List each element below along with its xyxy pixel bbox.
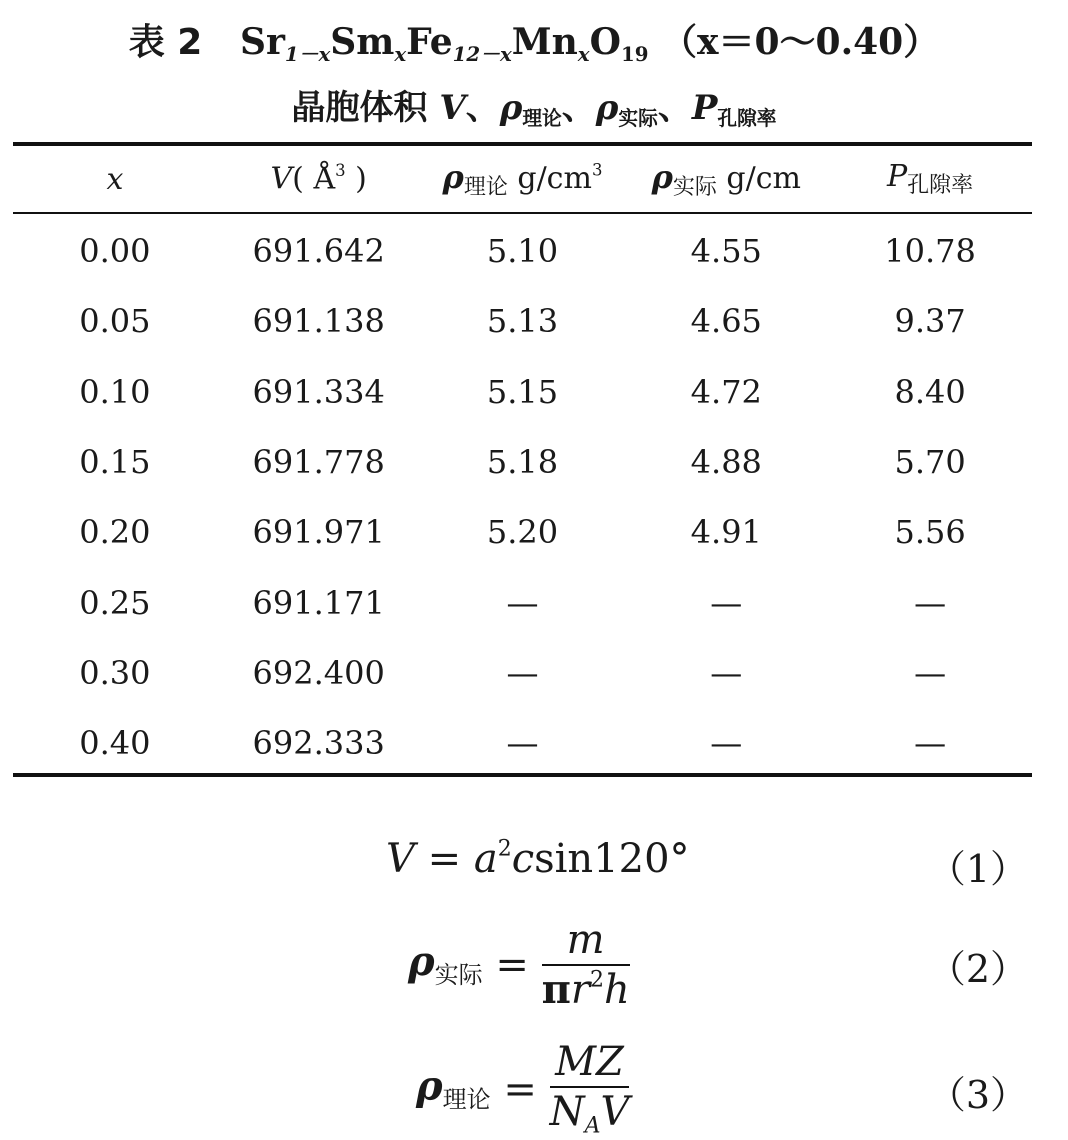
eq1-a: a [473, 836, 498, 882]
cell-x: 0.20 [79, 513, 151, 552]
cell-v: 691.778 [252, 443, 385, 482]
table-label: 表 2 [128, 22, 203, 63]
equation-2 [408, 918, 630, 1012]
eq3-numerator: MZ [550, 1040, 630, 1088]
equation-1-number: （1） [927, 847, 1028, 891]
cell-x: 0.40 [79, 724, 151, 763]
cell-v: 691.334 [252, 372, 385, 411]
cell-rho-theory: — [506, 583, 539, 622]
cell-v: 692.333 [252, 724, 385, 763]
cell-rho-theory: 5.15 [486, 372, 559, 411]
formula-mn: Mn [511, 21, 578, 63]
equation-3 [416, 1040, 629, 1139]
eq1-equals: = [427, 836, 462, 882]
table-row [13, 567, 1032, 637]
cell-v: 691.171 [252, 583, 385, 622]
compound-formula [239, 21, 661, 66]
cell-porosity: 8.40 [894, 372, 966, 411]
table-row [13, 286, 1032, 356]
cell-rho-actual: 4.88 [690, 443, 762, 482]
cell-x: 0.10 [79, 372, 151, 411]
formula-fe-sub: 12－x [452, 41, 512, 66]
caption-v: V [439, 88, 466, 128]
cell-x: 0.25 [79, 583, 151, 622]
eq3-denominator: $N_AV$ [549, 1089, 630, 1139]
table-row [13, 212, 1032, 286]
header-rho-theory: $\rho_{理论}$ $g/cm^3$ [442, 157, 603, 200]
eq2-denominator: $\pi r^2h$ [541, 966, 630, 1013]
cell-v: 691.642 [252, 232, 385, 271]
cell-rho-theory: — [506, 653, 539, 692]
header-volume: V( $Å^3$ ) [270, 161, 367, 197]
cell-porosity: 9.37 [894, 302, 966, 341]
cell-rho-theory: 5.13 [486, 302, 559, 341]
header-rho-actual: $\rho_{实际}$ g/cm [651, 157, 801, 200]
cell-porosity: 10.78 [884, 232, 976, 271]
data-table [13, 146, 1032, 778]
header-row [13, 146, 1032, 212]
cell-x: 0.30 [79, 653, 151, 692]
cell-rho-theory: 5.10 [486, 232, 559, 271]
formula-sm-sub: x [394, 41, 407, 66]
eq2-sub: 实际 [434, 961, 483, 989]
cell-v: 691.138 [252, 302, 385, 341]
cell-x: 0.00 [79, 232, 151, 271]
table-caption-line-2 [0, 80, 1068, 131]
caption-theory-sub: 理论 [522, 106, 562, 130]
equation-2-number: （2） [927, 947, 1028, 991]
eq2-equals: = [495, 942, 529, 988]
eq3-sub: 理论 [442, 1085, 491, 1114]
formula-mn-sub: x [577, 41, 590, 66]
formula-sm: Sm [330, 21, 395, 63]
caption-prefix: 晶胞体积 [291, 88, 428, 128]
eq2-fraction [542, 918, 630, 1012]
caption-sep-2: 、 [561, 88, 596, 128]
caption-porosity-sub: 孔隙率 [717, 106, 777, 130]
cell-porosity: — [914, 653, 947, 692]
table-row [13, 357, 1032, 427]
caption-sep-3: 、 [657, 88, 692, 128]
equation-3-number: （3） [927, 1073, 1028, 1117]
caption-p: P [691, 88, 718, 128]
cell-porosity: 5.70 [894, 443, 966, 482]
cell-v: 691.971 [252, 513, 385, 552]
equation-1 [386, 836, 690, 882]
cell-rho-actual: 4.72 [690, 372, 762, 411]
header-porosity: $P_{孔隙率}$ [886, 159, 974, 198]
table-row [13, 708, 1032, 778]
formula-o-sub: 19 [620, 41, 649, 66]
eq3-fraction [550, 1040, 630, 1139]
cell-rho-actual: — [710, 653, 743, 692]
eq3-rho: ρ [416, 1062, 443, 1110]
cell-v: 692.400 [252, 653, 385, 692]
cell-porosity: — [914, 724, 947, 763]
formula-sr: Sr [239, 21, 285, 63]
table-row [13, 638, 1032, 708]
cell-rho-actual: — [710, 583, 743, 622]
caption-rho-theory: ρ [499, 88, 523, 128]
caption-rho-actual: ρ [595, 88, 619, 128]
cell-porosity: 5.56 [894, 513, 966, 552]
table-row [13, 427, 1032, 497]
cell-rho-actual: 4.91 [690, 513, 762, 552]
cell-rho-theory: 5.18 [486, 443, 559, 482]
header-x: x [106, 161, 124, 197]
eq1-c: c [511, 836, 535, 882]
cell-rho-actual: 4.65 [690, 302, 762, 341]
cell-porosity: — [914, 583, 947, 622]
composition-range: （x＝0～0.40） [661, 21, 940, 63]
cell-x: 0.15 [79, 443, 151, 482]
eq2-rho: ρ [408, 938, 435, 985]
table-row [13, 497, 1032, 567]
cell-rho-theory: — [506, 724, 539, 763]
eq1-rest: sin120° [534, 836, 690, 882]
caption-sep-1: 、 [465, 88, 500, 128]
cell-x: 0.05 [79, 302, 151, 341]
eq1-lhs: V [386, 836, 415, 882]
cell-rho-theory: 5.20 [486, 513, 559, 552]
eq1-a-exp: 2 [497, 836, 512, 862]
cell-rho-actual: 4.55 [690, 232, 762, 271]
formula-fe: Fe [406, 21, 453, 63]
caption-actual-sub: 实际 [618, 106, 658, 130]
cell-rho-actual: — [710, 724, 743, 763]
formula-sr-sub: 1－x [284, 41, 331, 66]
eq2-numerator: m [542, 918, 630, 966]
eq3-equals: = [503, 1066, 537, 1113]
formula-o: O [589, 21, 621, 63]
table-caption-line-1 [0, 14, 1068, 67]
